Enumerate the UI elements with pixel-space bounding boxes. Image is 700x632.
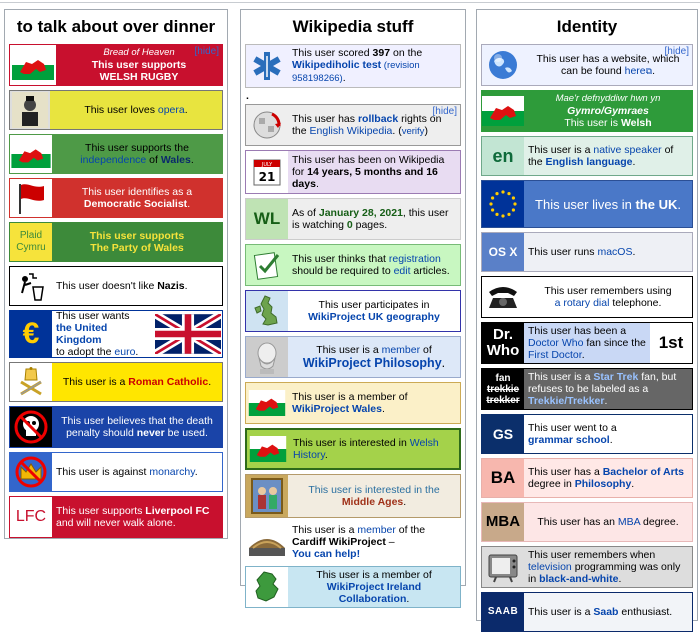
plaid-logo-text: Cymru (16, 242, 46, 253)
userbox-gymro: Mae'r defnyddiwr hwn yn Gymro/Gymraes This user is Welsh (481, 90, 693, 132)
doctor-who-link[interactable]: Doctor Who (528, 337, 584, 349)
ireland-map-icon (252, 570, 282, 604)
userbox-saab: SAAB This user is a Saab enthusiast. (481, 592, 693, 632)
rotary-phone-icon (486, 284, 520, 310)
union-jack-icon (155, 314, 221, 354)
userbox-middle-ages: This user is interested in the Middle Ages. (245, 474, 461, 518)
column-identity (476, 9, 698, 621)
united-kingdom-link[interactable]: the United Kingdom (56, 322, 108, 346)
userbox-black-and-white-tv: This user remembers when television programming was only in black-and-white. (481, 546, 693, 588)
userbox-bachelor-of-arts: BA This user has a Bachelor of Arts degree in Philosophy. (481, 458, 693, 498)
userbox-opera: This user loves opera. (9, 90, 223, 130)
trek-logo: fan (495, 372, 511, 384)
userbox-tenure: JULY 21 This user has been on Wikipedia for 14 years, 5 months and 16 days. (245, 150, 461, 194)
skull-prohibited-icon (13, 409, 49, 445)
userbox-ireland: This user is a member of WikiProject Ireland Collaboration. (245, 566, 461, 608)
red-flag-icon (14, 181, 48, 215)
wikiproject-wales-link[interactable]: WikiProject Wales (292, 403, 382, 415)
top-rule (0, 2, 700, 3)
userbox-plaid-cymru: Plaid Cymru This user supports The Party of Wales (9, 222, 223, 262)
edit-link[interactable]: edit (393, 265, 411, 277)
column-wikipedia (240, 9, 466, 605)
userbox-welsh-rugby: Bread of Heaven This user supports WELSH RUGBY [hide] (9, 44, 223, 86)
wikipedia-globe-rollback-icon (250, 108, 284, 142)
mba-logo: MBA (482, 503, 524, 541)
verify-link[interactable]: verify (401, 125, 425, 137)
wales-link[interactable]: Wales (160, 154, 191, 166)
column-title: to talk about over dinner (16, 17, 216, 36)
watchlist-logo: WL (246, 199, 288, 239)
television-link[interactable]: television (528, 561, 572, 573)
opera-link[interactable]: opera (157, 104, 185, 116)
website-here-link[interactable]: here (624, 65, 646, 77)
external-link-icon: ⧉ (645, 66, 653, 76)
philosophy-link[interactable]: Philosophy (574, 478, 632, 490)
you-can-help-link[interactable]: You can help! (292, 548, 361, 560)
userbox-macos: OS X This user runs macOS. (481, 232, 693, 272)
calendar-day: 21 (258, 170, 276, 184)
column-dinner (4, 9, 228, 539)
userbox-website: This user has a website, which can be found here⧉. [hide] (481, 44, 693, 86)
socrates-bust-icon (251, 340, 283, 374)
rollback-link[interactable]: rollback (357, 112, 399, 125)
userbox-uk-geography: This user participates in WikiProject UK geography (245, 290, 461, 332)
userbox-star-trek: fan trekkie trekker This user is a Star Trek fan, but refuses to be labeled as a Trekkie/Trekker. (481, 368, 693, 410)
userbox-rollback: This user has rollback rights on the English Wikipedia. (verify) [hide] (245, 104, 461, 146)
globe-icon (486, 48, 520, 82)
rotary-dial-link[interactable]: a rotary dial (554, 297, 610, 309)
independence-link[interactable]: independence (80, 154, 147, 166)
userbox-democratic-socialist: This user identifies as a Democratic Socialist. (9, 178, 223, 218)
member-link[interactable]: member (381, 343, 421, 356)
registration-link[interactable]: registration (388, 253, 441, 265)
column-title: Wikipedia stuff (292, 17, 414, 36)
star-of-life-icon (250, 49, 284, 83)
userbox-watchlist: WL As of January 28, 2021, this user is watching 0 pages. (245, 198, 461, 240)
welsh-flag-icon (12, 50, 54, 80)
papal-emblem-icon (15, 366, 47, 398)
trek-logo: trekker (486, 394, 520, 406)
userbox-lives-in-uk: This user lives in the UK. (481, 180, 693, 228)
native-speaker-link[interactable]: native speaker (593, 144, 662, 156)
userbox-grammar-school: GS This user went to a grammar school. (481, 414, 693, 454)
wikiproject-uk-geography-link[interactable]: WikiProject UK geography (308, 311, 440, 323)
welsh-flag-icon (248, 390, 286, 416)
wikipediholic-test-link[interactable]: Wikipediholic test (292, 59, 382, 71)
userbox-euro: € This user wants the United Kingdom to adopt the euro. (9, 310, 223, 358)
grammar-school-link[interactable]: grammar school (528, 434, 610, 446)
userbox-independence: This user supports the independence of Wales. (9, 134, 223, 174)
star-trek-link[interactable]: Star Trek (593, 371, 639, 383)
opera-singer-icon (12, 92, 48, 128)
hide-link[interactable]: [hide] (432, 106, 457, 117)
monarchy-link[interactable]: monarchy (149, 466, 195, 478)
eu-flag-icon (484, 185, 522, 223)
trash-swastika-icon (16, 271, 46, 301)
mba-link[interactable]: MBA (617, 516, 641, 528)
plaid-logo-text: Plaid (19, 230, 43, 241)
userbox-nazis: This user doesn't like Nazis. (9, 266, 223, 306)
crown-prohibited-icon (14, 455, 48, 489)
doctor-who-logo: Dr. (492, 326, 513, 343)
first-doctor-link[interactable]: First Doctor (528, 349, 582, 361)
userbox-philosophy: This user is a member of WikiProject Philosophy. (245, 336, 461, 378)
saab-logo: SAAB (482, 593, 524, 631)
column-title: Identity (556, 17, 618, 36)
member-link[interactable]: member (357, 524, 396, 536)
uk-map-icon (251, 294, 283, 328)
bachelor-of-arts-link[interactable]: Bachelor of Arts (602, 466, 684, 478)
english-wikipedia-link[interactable]: English Wikipedia (309, 124, 393, 137)
wikiproject-ireland-link[interactable]: WikiProject Ireland Collaboration (326, 581, 422, 605)
userbox-monarchy: This user is against monarchy. (9, 452, 223, 492)
calendar-month: JULY (261, 162, 273, 168)
ba-logo: BA (482, 459, 524, 497)
welsh-flag-icon (482, 96, 524, 126)
euro-link[interactable]: euro (114, 346, 136, 358)
trek-logo: trekkie (486, 383, 520, 395)
euro-icon: € (22, 317, 40, 350)
userbox-doctor-who: Dr. Who This user has been a Doctor Who fan since the First Doctor. 1st (481, 322, 693, 364)
macos-link[interactable]: macOS (597, 246, 633, 258)
calendar-icon (251, 156, 283, 188)
userbox-english-native: en This user is a native speaker of the English language. (481, 136, 693, 176)
stray-dot: . (246, 90, 249, 102)
userbox-welsh-history: This user is interested in Welsh History. (245, 428, 461, 470)
first-doctor-badge: 1st (650, 323, 692, 363)
userbox-wikipediholic-test: This user scored 397 on the Wikipediholic test (revision 958198266). (245, 44, 461, 88)
userbox-wikiproject-wales: This user is a member of WikiProject Wales. (245, 382, 461, 424)
welsh-history-link[interactable]: Welsh History (293, 437, 439, 461)
userbox-mba: MBA This user has an MBA degree. (481, 502, 693, 542)
userbox-roman-catholic: This user is a Roman Catholic. (9, 362, 223, 402)
medieval-manuscript-icon (250, 477, 284, 515)
welsh-link[interactable]: Welsh (620, 117, 652, 129)
middle-ages-link[interactable]: Middle Ages (341, 496, 404, 508)
welsh-flag-icon (249, 436, 287, 462)
black-and-white-link[interactable]: black-and-white (539, 573, 619, 585)
doctor-who-logo: Who (486, 342, 520, 359)
welsh-flag-icon (11, 140, 51, 168)
old-television-icon (486, 551, 520, 583)
language-code: en (482, 137, 524, 175)
revision-link[interactable]: (revision 958198266) (292, 60, 420, 84)
userbox-cardiff: This user is a member of the Cardiff WikiProject – You can help! (245, 522, 461, 562)
saab-link[interactable]: Saab (593, 606, 619, 618)
lfc-logo: LFC (10, 497, 52, 537)
hide-link[interactable]: [hide] (194, 46, 219, 57)
wikiproject-philosophy-link[interactable]: WikiProject Philosophy (302, 355, 442, 370)
cardiff-building-icon (247, 526, 287, 558)
userbox-death-penalty: This user believes that the death penalty should never be used. (9, 406, 223, 448)
userbox-registration: This user thinks that registration should be required to edit articles. (245, 244, 461, 286)
checklist-icon (251, 249, 283, 281)
userbox-rotary-phone: This user remembers using a rotary dial telephone. (481, 276, 693, 318)
trekkie-link[interactable]: Trekkie/Trekker (528, 395, 605, 407)
userbox-liverpool-fc: LFC This user supports Liverpool FC and will never walk alone. (9, 496, 223, 538)
hide-link[interactable]: [hide] (664, 46, 689, 57)
grammar-school-logo: GS (482, 415, 524, 453)
english-language-link[interactable]: English language (545, 156, 633, 168)
os-x-logo: OS X (482, 233, 524, 271)
